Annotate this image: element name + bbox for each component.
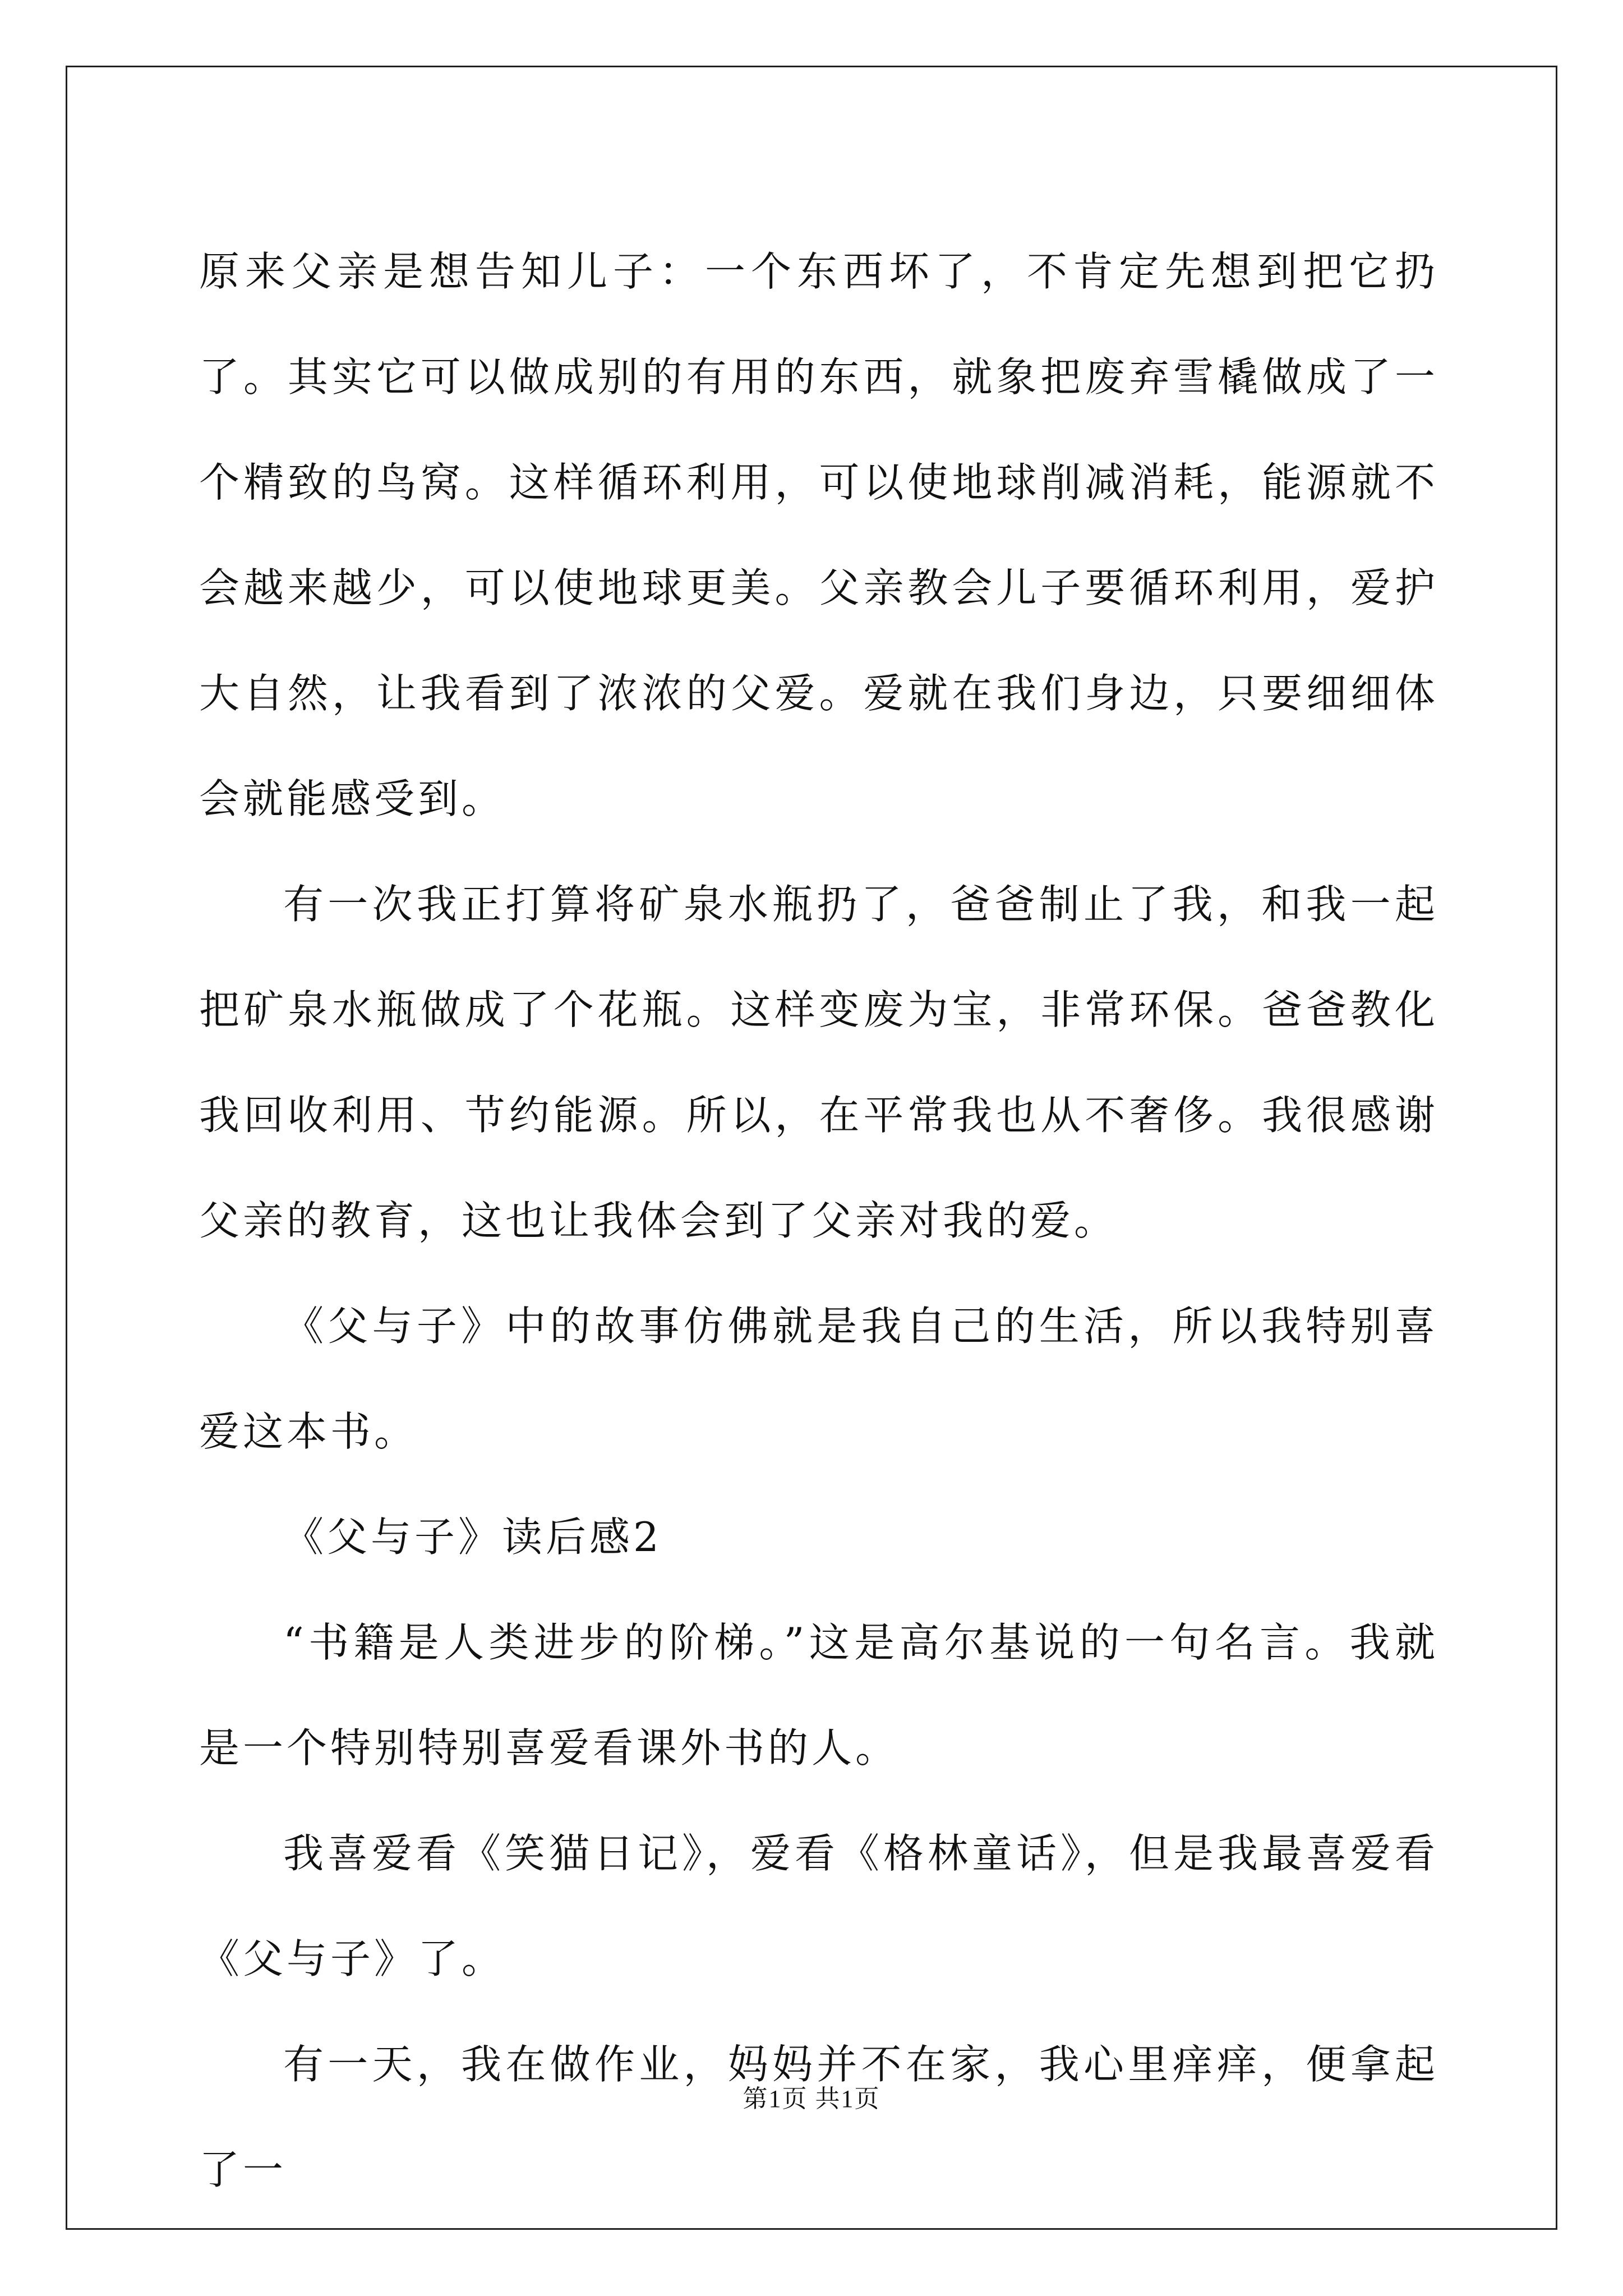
section-heading: 《父与子》读后感2 [283, 1513, 662, 1561]
paragraph: 有一天，我在做作业，妈妈并不在家，我心里痒痒，便拿起了一 [199, 2041, 1438, 2193]
page-number: 第1页 共1页 [743, 2085, 880, 2113]
document-body [199, 219, 1438, 2223]
paragraph: 原来父亲是想告知儿子：一个东西坏了，不肯定先想到把它扔了。其实它可以做成别的有用的东西，就象把废弃雪橇做成了一个精致的鸟窝。这样循环利用，可以使地球削减消耗，能源就不会越来越少，可以使地球更美。父亲教会儿子要循环利用，爱护大自然，让我看到了浓浓的父爱。爱就在我们身边，只要细细体会就能感受到。 [199, 248, 1438, 822]
paragraph: 《父与子》中的故事仿佛就是我自己的生活，所以我特别喜爱这本书。 [199, 1303, 1438, 1455]
page-footer [0, 2078, 1623, 2114]
paragraph: “书籍是人类进步的阶梯。”这是高尔基说的一句名言。我就是一个特别特别喜爱看课外书的人。 [199, 1619, 1438, 1772]
paragraph: 有一次我正打算将矿泉水瓶扔了，爸爸制止了我，和我一起把矿泉水瓶做成了个花瓶。这样变废为宝，非常环保。爸爸教化我回收利用、节约能源。所以，在平常我也从不奢侈。我很感谢父亲的教育，这也让我体会到了父亲对我的爱。 [199, 881, 1438, 1244]
paragraph: 我喜爱看《笑猫日记》，爱看《格林童话》，但是我最喜爱看《父与子》了。 [199, 1830, 1438, 1982]
